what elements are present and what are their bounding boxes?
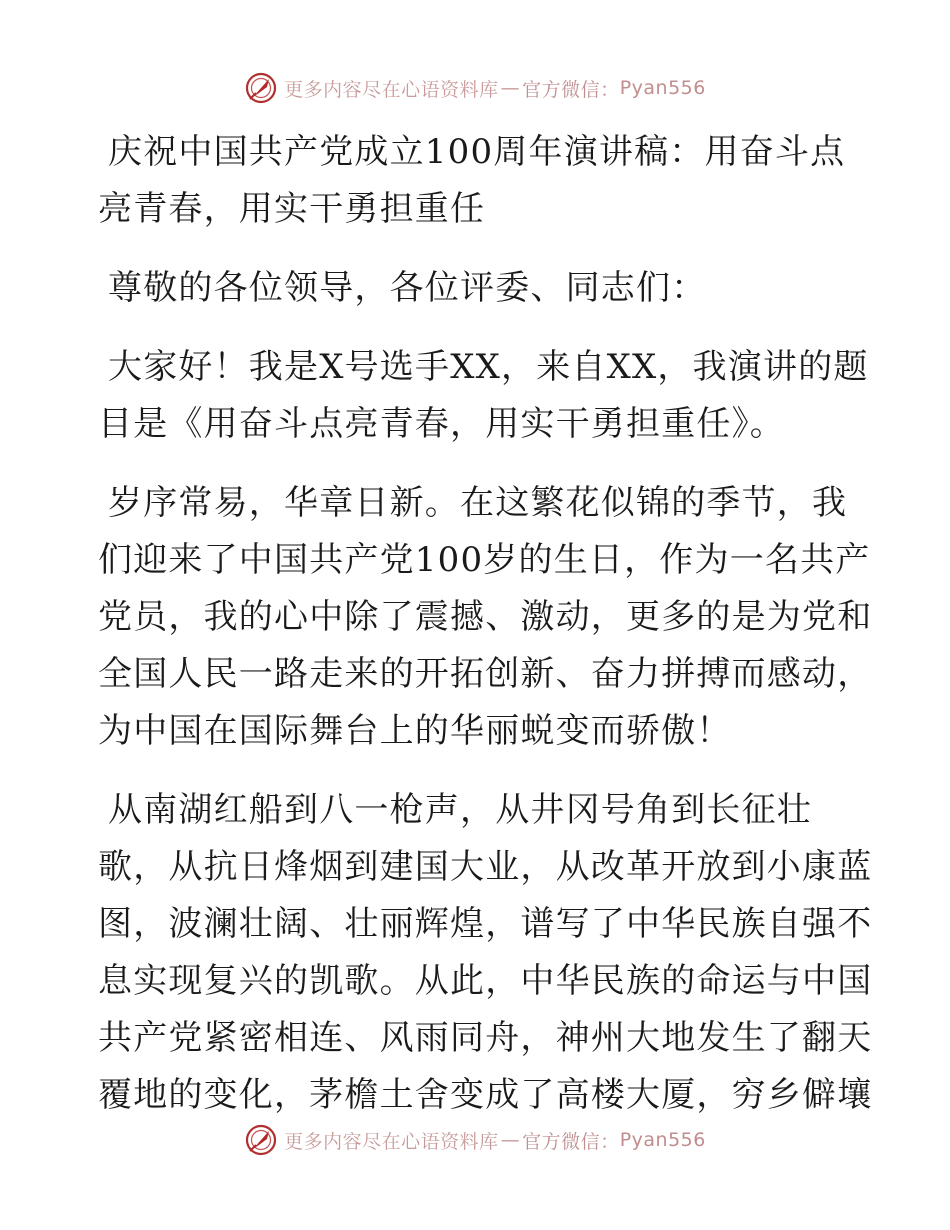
title-line: 亮青春，用实干勇担重任 [98, 189, 486, 229]
watermark-label: 官方微信： [522, 78, 620, 101]
paragraph-line: 图，波澜壮阔、壮丽辉煌，谱写了中华民族自强不 [98, 904, 873, 944]
document-title [98, 124, 850, 238]
paragraph-line: 从南湖红船到八一枪声，从井冈号角到长征壮 [108, 790, 812, 830]
watermark-label: 官方微信： [522, 1130, 620, 1153]
paragraph-line: 覆地的变化，茅檐土舍变成了高楼大厦，穷乡僻壤 [98, 1075, 873, 1115]
paragraph-line: 目是《用奋斗点亮青春，用实干勇担重任》。 [98, 404, 785, 444]
watermark-main-text: 更多内容尽在心语资料库 [284, 1130, 499, 1153]
paragraph-line: 党员，我的心中除了震撼、激动，更多的是为党和 [98, 597, 873, 637]
watermark-footer [0, 1120, 950, 1160]
watermark-main-text: 更多内容尽在心语资料库 [284, 78, 499, 101]
watermark-wechat-id: Pyan556 [619, 77, 706, 99]
paragraph-line: 全国人民一路走来的开拓创新、奋力拼搏而感动， [98, 654, 873, 694]
watermark-separator: — [500, 77, 521, 99]
paragraph-line: 岁序常易，华章日新。在这繁花似锦的季节，我 [108, 483, 848, 523]
paragraph [98, 475, 873, 760]
watermark-header [0, 68, 950, 108]
paragraph [98, 782, 873, 1124]
watermark-separator: — [500, 1129, 521, 1151]
title-line: 庆祝中国共产党成立100周年演讲稿：用奋斗点 [108, 132, 846, 172]
quill-logo-icon [244, 71, 278, 105]
paragraph-line: 为中国在国际舞台上的华丽蜕变而骄傲！ [98, 711, 732, 751]
watermark-wechat-id: Pyan556 [619, 1129, 706, 1151]
paragraph-line: 息实现复兴的凯歌。从此，中华民族的命运与中国 [98, 961, 873, 1001]
paragraph-line: 大家好！我是X号选手XX，来自XX，我演讲的题 [108, 347, 869, 387]
paragraph-line: 歌，从抗日烽烟到建国大业，从改革开放到小康蓝 [98, 847, 873, 887]
paragraph-line: 们迎来了中国共产党100岁的生日，作为一名共产 [98, 540, 871, 580]
paragraph [98, 339, 869, 453]
quill-logo-icon [244, 1123, 278, 1157]
salutation: 尊敬的各位领导，各位评委、同志们： [108, 268, 707, 308]
paragraph-line: 共产党紧密相连、风雨同舟，神州大地发生了翻天 [98, 1018, 873, 1058]
document-body [98, 124, 873, 1124]
